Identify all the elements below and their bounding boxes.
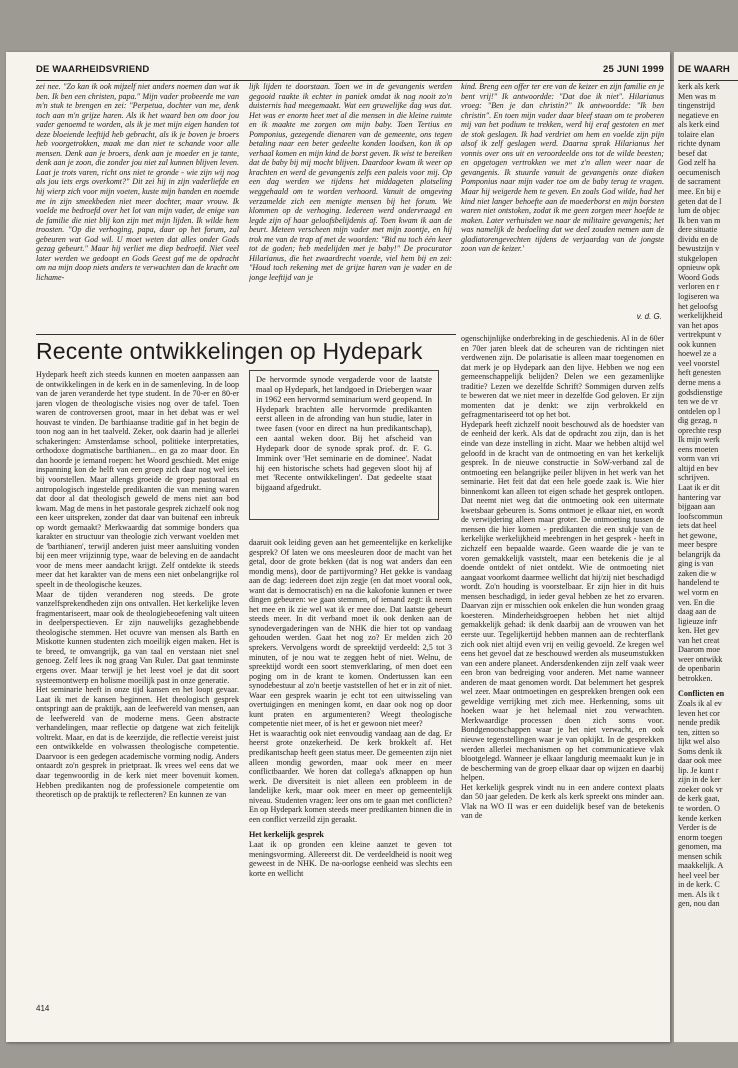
right-page-line: negatieve en	[678, 110, 719, 120]
right-lines-b	[678, 699, 738, 909]
right-page-line: besef dat	[678, 148, 707, 158]
right-page-line: zaken die w	[678, 568, 717, 578]
right-page-line: handelend te	[678, 578, 720, 588]
article-headline: Recente ontwikkelingen op Hydepark	[36, 338, 423, 364]
right-page-line: de kerk gaat,	[678, 794, 720, 804]
right-page-line: God zelf ha	[678, 158, 716, 168]
right-page-line: schrijven.	[678, 473, 710, 483]
page-header	[36, 64, 664, 81]
right-page-line: iets dat heel	[678, 521, 717, 531]
right-page-line: hoewel ze a	[678, 349, 717, 359]
right-page-line: ging is van	[678, 559, 714, 569]
right-page-line: zoeker ook vr	[678, 784, 723, 794]
right-page-line: dig gezag, n	[678, 416, 718, 426]
right-page-line: Men was m	[678, 91, 716, 101]
right-page-line: maakkelijk. A	[678, 861, 724, 871]
story-text: kind. Breng een offer ter ere van de keizer en zijn familie en je bent vrij!" Ik antwoordde: "Dat doe ik niet". Hilarianus vroeg: "Ben je dan christin?" Ik antwoordde: "Ik ben christin". En toen mijn vader daar bleef staan om te proberen mij van het podium te trekken, werd hij eraf gestoten en met de stok geslagen. Ik had verdriet om hem en voelde zijn pijn alsof ik zelf geslagen werd. Daarna sprak Hilarianus het vonnis over ons uit en veroordeelde ons tot de wilde beesten; en opgetogen vertrokken we met z'n allen weer naar de gevangenis. Ik stuurde vanuit de gevangenis onze diaken Pomponius naar mijn vader toe om de baby terug te vragen. Maar hij weigerde hem te geven. En zoals God wilde, had het kind niet langer behoefte aan de moederborst en mijn borsten waren niet ontstoken, zodat ik me geen zorgen meer hoefde te maken. Later verhuisden we naar de militaire gevangenis; het was namelijk de bedoeling dat we deel zouden nemen aan de gladiatorengevechten tijdens de verjaardag van de jongste zoon van de keizer.'	[461, 82, 664, 254]
intro-box	[249, 370, 439, 520]
paragraph: daaruit ook leiding geven aan het gemeentelijke en kerkelijke gesprek? Of laten we ons meesleuren door de macht van het getal, door de grote bekken (dat is nog wat anders dan een mondig mens), door de partijvorming? Het gekke is vandaag aan de dag: iedereen doet zijn zegje (en dat moet vooral ook, want dat is democratisch) en na die kakofonie kunnen er twee dingen gebeuren: we gaan stemmen, of iemand zegt: ik neem het mee en ik zie wel wat ik er mee doe. Dat laatste gebeurt steeds meer. In dit verband moet ik ook denken aan de synodevergaderingen van de NHK die hier tot op vandaag gehouden werden. Gaat het nog zo? Er melden zich 20 sprekers. Vervolgens wordt de spreektijd verdeeld: 2,5 tot 3 minuten, of je nou wat te zeggen hebt of niet. Welnu, de spreektijd wordt een soort stemverklaring, of men doet een poging om in de krant te komen. Ondertussen kan een synodebestuur al zo'n beetje vaststellen of het er in zit of niet. Waar een gesprek waarin je echt tot een uitwisseling van overtuigingen en meningen komt, en daar ook nog op door kunt praten en argumenteren? Weegt theologische competentie niet meer, of is het er gewoon niet meer?	[249, 538, 452, 729]
right-page-line: oecumenisch	[678, 167, 721, 177]
right-page-line: werkelijkheid	[678, 311, 723, 321]
right-page-line: bijgaan aan	[678, 502, 716, 512]
right-page-line: enorm toegen	[678, 832, 723, 842]
right-page-line: derne mens a	[678, 377, 721, 387]
right-page-line: opnieuw opk	[678, 263, 721, 273]
right-page-line: wel vorm en	[678, 587, 719, 597]
right-page-line: te worden. O	[678, 804, 721, 814]
paragraph: Hydepark heeft zichzelf nooit beschouwd als de hoedster van de eenheid der kerk. Als dat de opdracht zou zijn, dan is het einde van deze instelling in zicht. Maar we hebben altijd wel geloofd in de kracht van de ontmoeting en van het kerkelijk gesprek. In de nieuwe constructie in SoW-verband zal de ontmoeting een belangrijke peiler blijven in het werk van het seminarie. Het feit dat dat een hele goede zaak is. Wie hier binnenkomt kan alleen tot eigen schade het gesprek ontlopen. Dat neemt niet weg dat die ontmoeting ook een uitermate kwetsbaar gebeuren is. Soms ontmoet je elkaar niet, en wordt de verwijdering alleen maar groter. De ontmoeting tussen de mensen die hier komen - predikanten die een stukje van de kerkelijke werkelijkheid meebrengen in het gesprek - heeft in zichzelf een bepaalde waarde. Geen waarde die je van te voren gemakkelijk vaststelt, maar een betekenis die je al doende ontdekt of niet ontdekt. Wie de ontmoeting niet aangaat voorkomt daarmee wellicht dat hij/zij niet beschadigd wordt. Zo'n houding is voorstelbaar. Er zijn hier in dit huis mensen beschadigd, in ieder geval hebben ze het zo ervaren. Daarvan zijn er misschien ook enkelen die hun wonden graag koesteren. Minderheidsgroepen hebben het niet altijd gemakkelijk gehad: ik denk daarbij aan de vrouwen van het eerste uur. Tegelijkertijd hebben mannen aan de rechterflank zich ook niet altijd even vrij en veilig gevoeld. Ze kregen wel eens het gevoel dat ze beschouwd werden als museumstukken van een andere planeet. Andersdenkenden zijn zelf vaak weer een bron van bedreiging voor anderen. Met name wanneer anderen de maat genomen wordt. Dat belemmert het gesprek wel zeer. Maar ontmoetingen en gesprekken brengen ook een geweldige verrijking met zich mee. Herkenning, soms uit hoeken waar je het helemaal niet zou verwachten. Merkwaardige processen doen zich soms voor. Bondgenootschappen waar je het niet verwacht, en ook nieuwe tegenstellingen waar je van opkijkt. In de gesprekken werden allerlei mechanismen op het communicatieve vlak blootgelegd. Wanneer je elkaar langdurig meemaakt kun je in de bescherming van de groep elkaar daar op wijzen en daarbij helpen.	[461, 419, 664, 783]
left-page	[6, 52, 670, 1042]
paragraph: Laat ik op gronden een kleine aanzet te geven tot meningsvorming. Allereerst dit. De verdeeldheid is nooit weg geweest in de NHK. De na-oorlogse eenheid was slechts een korte en wellicht	[249, 839, 452, 878]
right-page-line: meer bespre	[678, 540, 718, 550]
paragraph: Het is waarachtig ook niet eenvoudig vandaag aan de dag. Er heerst grote onzekerheid. De kerk brokkelt af. Het predikantschap heeft geen status meer. De gemeenten zijn niet alleen mondig geworden, maar ook meer en meer conflictbaarder. We horen dat collega's afknappen op hun werk. De diversiteit is niet alleen een probleem in de landelijke kerk, maar ook meer en meer op gemeentelijk niveau. Studenten vragen: leer ons om te gaan met conflicten? En op Hydepark komen steeds meer predikanten binnen die in een conflict verzeild zijn geraakt.	[249, 728, 452, 824]
right-page-line: vorm van vri	[678, 454, 720, 464]
right-page-line: gen, nou dan	[678, 899, 720, 909]
right-page-line: lum de objec	[678, 206, 720, 216]
paragraph: Maar de tijden veranderen nog steeds. De grote vanzelfsprekendheden zijn ons ontvallen. Het kerkelijke leven fragmentariseert, maar ook de theologiebeoefening valt uiteen in deelperspectieven. Er zijn nauwelijks gezaghebbende theologische stemmen. Het ocuvre van mensen als Barth en Miskotte kunnen studenten zich moeilijk eigen maken. Het is te breed, te omvangrijk, ga van taal en verstaan niet snel genoeg. Zelf lees ik nog graag Van Ruler. Dat gaat tenminste ergens over. Maar terwijl je het leest voel je dat dit soort systeemontwerp en holisme moeilijk past in onze generatie.	[36, 589, 239, 685]
right-page-line: nende predik	[678, 718, 721, 728]
right-page-line: Laat ik er dit	[678, 482, 720, 492]
right-page-line: mee. En bij e	[678, 187, 721, 197]
article-column-3	[461, 334, 664, 1000]
right-page-line: vertrekpunt v	[678, 330, 722, 340]
right-page-line: hantering var	[678, 492, 721, 502]
right-subheading: Conflicten en	[678, 689, 725, 699]
right-page-line: Woord Gods	[678, 272, 719, 282]
right-page-line: daag aan de	[678, 607, 717, 617]
right-page-line: dividu en de	[678, 234, 719, 244]
subheading: Het kerkelijk gesprek	[249, 830, 324, 840]
right-page-line: betrokken.	[678, 673, 713, 683]
right-page-line: de openbarin	[678, 664, 721, 674]
story-column-1	[36, 82, 239, 328]
right-page-line: kerk als kerk	[678, 82, 720, 91]
right-page-line: Ik ben van m	[678, 215, 721, 225]
right-page-line: heft genesten	[678, 368, 721, 378]
right-page-line: lip. Je kunt r	[678, 765, 719, 775]
right-page-line: het geloofsg	[678, 301, 718, 311]
right-page-line: Zoals ik al ev	[678, 699, 722, 708]
right-page-line: in de kerk. C	[678, 880, 720, 890]
story-column-3	[461, 82, 664, 308]
right-page-column	[678, 82, 738, 962]
intro-text: De hervormde synode vergaderde voor de laatste maal op Hydepark, het landgoed in Driebergen waar in 1962 een hervormd seminarium werd geopend. In Hydepark brachten alle hervormde predikanten eerst alleen in de afronding van hun studie, later in twee fasen (voor en direct na hun predikantschap), een aantal weken door. Bij het afscheid van Hydepark door de synode sprak prof. dr. F. G. Immink over 'Het seminarie en de dominee'. Nadat hij een historische schets had gegeven sloot hij af met 'Recente ontwikkelingen'. Dat gedeelte staat bijgaand afgedrukt.	[256, 375, 432, 493]
right-page-line: godsdienstige	[678, 387, 723, 397]
right-page-line: weer ontwikk	[678, 654, 723, 664]
right-page-line: veel voorstel	[678, 358, 720, 368]
right-page-line: ontdelen op l	[678, 406, 721, 416]
paragraph: Het kerkelijk gesprek vindt nu in een andere context plaats dan 50 jaar geleden. De kerk als kerk spreekt ons minder aan. Vlak na WO II was er een duidelijk besef van de betekenis van de	[461, 782, 664, 821]
right-page-line: van het creat	[678, 635, 720, 645]
page-number: 414	[36, 1004, 50, 1013]
right-page-line: eens moeten	[678, 444, 719, 454]
right-page-line: tolaire elan	[678, 129, 715, 139]
right-page-line: ten, zitten so	[678, 727, 720, 737]
right-page-line: altijd en bev	[678, 463, 719, 473]
right-page-line: ken. Het gev	[678, 626, 720, 636]
story-text: lijk lijden te doorstaan. Toen we in de gevangenis werden gegooid raakte ik echter in paniek omdat ik nog nooit zo'n duisternis had meegemaakt. Wat een gruwelijke dag was dat. Het was er enorm heet met al die mensen in die kleine ruimte en ik maakte me zorgen om mijn baby. Toen Tertius en Pomponius, gezegende dienaren van de gemeente, ons tegen betaling naar een beter gedeelte konden loodsen, kon ik op verhaal komen en mijn kind de borst geven. Ik wist te bereiken dat de baby bij mij mocht blijven. Daardoor kwam ik weer op krachten en werd de gevangenis zelfs een paleis voor mij. Op een dag werden we tijdens het middageten plotseling weggehaald om te worden verhoord. Vanuit de omgeving verzamelde zich een menigte mensen bij het forum. We klommen op de verhoging. Iedereen werd ondervraagd en legde zijn of haar geloofsbelijdenis af. Toen kwam ik aan de beurt. Meteen verscheen mijn vader met mijn zoontje, en hij trok me van de trap af met de woorden: "Bid nu toch één keer tot de goden; heb medelijden met je baby!" De procurator Hilarianus, die het zwaardrecht voerde, viel hem bij en zei: "Houd toch rekening met de grijze haren van je vader en de jonge leeftijd van je	[249, 82, 452, 282]
right-page-line: heel veel ber	[678, 870, 720, 880]
story-column-2	[249, 82, 452, 328]
right-page-line: logiseren wa	[678, 292, 720, 302]
paragraph: ogenschijnlijke onderbreking in de geschiedenis. Al in de 60er en 70er jaren bleek dat de scheuren van de richtingen niet verdwenen zijn. De polarisatie is alleen maar toegenomen en dat merk je op Hydepark aan den lijve. Hebben we nog een gemeenschappelijk belijden? Delen we een gezamenlijke traditie? Lezen we dezelfde Schrift? Sommigen durven zelfs te beweren dat we niet meer in dezelfde God geloven. Er zijn momenten dat je denkt: we zijn verbrokkeld en gefragmentariseerd tot op het bot.	[461, 334, 664, 420]
right-page-line: als kerk eind	[678, 120, 720, 130]
right-page-line: Verder is de	[678, 823, 717, 833]
right-page-line: tingenstrijd	[678, 101, 715, 111]
publication-name: DE WAARHEIDSVRIEND	[36, 64, 150, 75]
right-lines-a	[678, 82, 738, 683]
right-page-line: ligieuze infr	[678, 616, 718, 626]
right-page-line: genomen, ma	[678, 842, 722, 852]
right-page-line: kende kerken	[678, 813, 722, 823]
right-page-line: van het apos	[678, 320, 719, 330]
right-page-line: lijkt wel also	[678, 737, 720, 747]
right-page-line: dere situatie	[678, 225, 718, 235]
right-page-line: zijn in de ker	[678, 775, 721, 785]
right-page-line: loofscommun	[678, 511, 723, 521]
right-page-line: geten dat de l	[678, 196, 722, 206]
right-page-line: men. Als ik t	[678, 889, 720, 899]
paragraph: Hydepark heeft zich steeds kunnen en moeten aanpassen aan de ontwikkelingen in de kerk en in de samenleving. In de loop van de jaren veranderde het type student. In de 70-er en 80-er jaren vlogen de theologische visies nog over de tafel. Toen waren de controversen groot, maar in het debat was er wel houvast te vinden. De barthiaanse traditie gaf in het begin de toon nog aan in het taalveld. Zeker, ook daarin had je allerlei schakeringen: Amsterdamse school, politieke interpretaties, orthodoxe dogmatische barthianen... en ga zo maar door. En dan hoorde je iemand roepen: het Woord geschiedt. Met enige inspanning kon de helft van een groep zich daar nog wel iets bij voorstellen. Maar allengs groeide de groep pastoraal en antropologisch ingestelde predikanten die van mening waren dat door al dat theologisch geweld de mens niet aan bod kwam. Mag de mens in het pastorale gesprek zichzelf ook nog een keer uitspreken, zonder dat daar van buitenaf een inbreuk op wordt gemaakt? Merkwaardig dat sommige bonders qua karakter en structuur van theologie zich verwant voelden met de 'barthianen', terwijl anderen juist meer aansluiting vonden bij een meer vrijzinnig type, waar de beleving en de aandacht voor de mens meer aandacht krijgt. Zelf ontdekte ik steeds meer dat het karakter van de mens een niet onbelangrijke rol speelt in de theologische keuzes.	[36, 370, 239, 590]
right-page-line: mensen schik	[678, 851, 722, 861]
author-initials: v. d. G.	[636, 312, 662, 321]
story-text: zei nee. "Zo kan ik ook mijzelf niet anders noemen dan wat ik ben. Ik ben een christen, papa." Mijn vader probeerde me van m'n stuk te brengen en zei: "Perpetua, dochter van me, denk toch aan m'n grijze haren. Als ik het waard ben om door jou vader genoemd te worden, als ik je met mijn eigen handen tot deze bloeiende leeftijd heb gebracht, als ik je boven je broers heb voorgetrokken, maak me dan niet te schande voor alle mensen. Denk aan je broers, denk aan je moeder en je tante, denk aan je zoon, die zonder jou niet zal kunnen blijven leven. Laat je trots varen, richt ons niet te gronde - wie zijn wij nog als jou iets ergs overkomt?" Dit zei hij in zijn vaderliefde en hij wierp zich voor mijn voeten, kuste mijn handen en noemde me in zijn smeekbeden niet meer dochter, maar vrouw. Ik voelde me bedroefd over het lot van mijn vader, de enige van de familie die niet blij kon zijn met mijn lijden. Ik wilde hem troosten. "Op die verhoging, papa, daar op het forum, zal gebeuren wat God wil. U moet weten dat alles onder Gods gezag gebeurt." Maar hij verliet me diep bedroefd. Niet veel later werden we gedoopt en Gods Geest gaf me de opdracht om na mijn doop niets anders te verwachten dan de kracht om lichame-	[36, 82, 239, 282]
right-page-line: Ik mijn werk	[678, 435, 720, 445]
right-page-line: richte dynam	[678, 139, 721, 149]
article-column-1	[36, 370, 239, 1000]
right-page-line: leven het cor	[678, 708, 720, 718]
right-page-line: belangrijk da	[678, 549, 721, 559]
right-page	[674, 52, 738, 1042]
right-page-line: Daarom moe	[678, 645, 721, 655]
right-page-line: verloren en r	[678, 282, 720, 292]
paragraph: Het seminarie heeft in onze tijd kansen en het loopt gevaar. Laat ik met de kansen beginnen. Het theologisch gesprek ontspringt aan de praktijk, aan de leefwereld van mensen, aan de leefwereld van de moderne mens. Geen abstracte verhandelingen, maar reflectie op datgene wat zich feitelijk voltrekt. Maar, en dat is de keerzijde, die reflectie vereist juist een ontwikkelde en volwassen theologische competentie. Daarvoor is een gedegen academische vorming nodig. Anders ontaardt zo'n gesprek in prietpraat. Ik vrees wel eens dat we daar tegenwoordig in de kerk niet meer bovenuit komen. Hebben predikanten nog de professionele competentie om theoretisch op de praktijk te reflecteren? En kunnen ze van	[36, 685, 239, 800]
right-page-line: oprechte resp	[678, 425, 722, 435]
right-page-line: daar ook mee	[678, 756, 722, 766]
issue-date: 25 JUNI 1999	[602, 64, 664, 75]
right-page-line: ook kunnen	[678, 339, 716, 349]
right-page-line: de sacrament	[678, 177, 721, 187]
right-page-line: het gewone,	[678, 530, 718, 540]
right-page-line: stukgelopen	[678, 253, 718, 263]
right-page-header: DE WAARH	[678, 64, 738, 81]
right-page-line: Soms denk ik	[678, 746, 723, 756]
right-page-line: bewustzijn v	[678, 244, 720, 254]
article-column-2	[249, 538, 452, 1000]
right-page-line: ven. En die	[678, 597, 715, 607]
section-divider	[36, 334, 456, 335]
right-page-line: ten we de vr	[678, 397, 718, 407]
